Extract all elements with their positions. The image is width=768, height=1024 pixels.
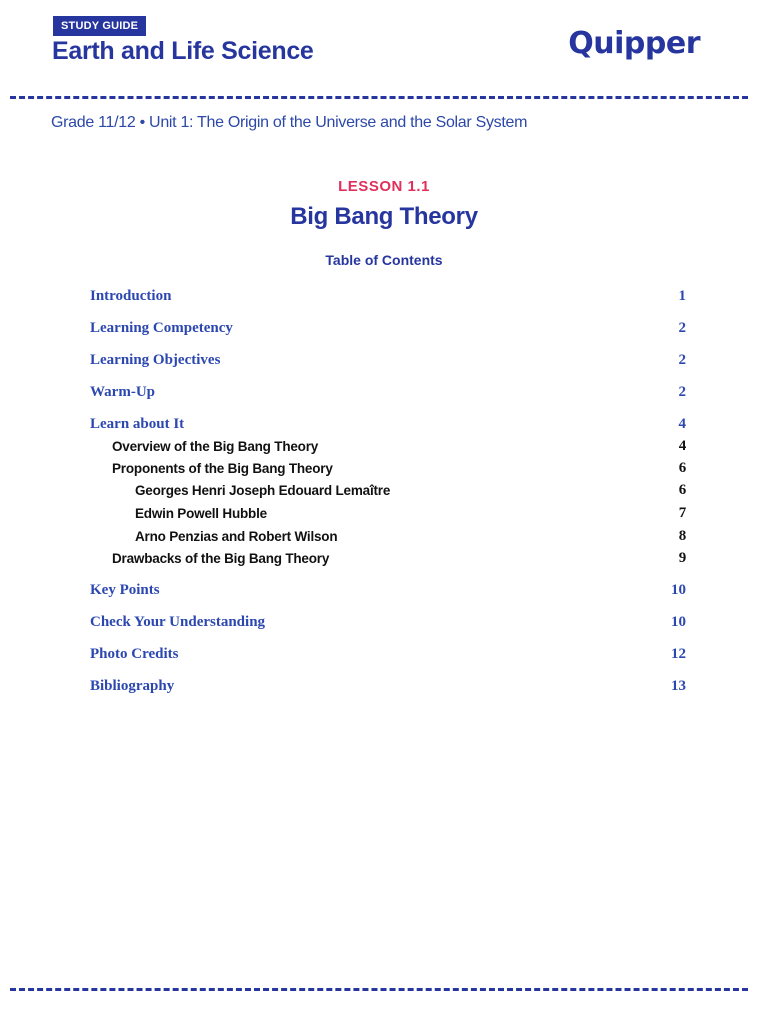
toc-entry-page: 12 — [671, 645, 686, 662]
toc-entry-page: 2 — [678, 319, 686, 336]
toc-entry-title: Georges Henri Joseph Edouard Lemaître — [135, 482, 391, 498]
toc-entry-page: 1 — [678, 287, 686, 304]
toc-entry-key-points[interactable] — [90, 580, 686, 600]
toc-entry-warm-up[interactable] — [90, 382, 686, 402]
unit-subtitle: Grade 11/12 • Unit 1: The Origin of the Universe and the Solar System — [51, 114, 528, 131]
toc-entry-page: 7 — [678, 504, 686, 521]
toc-entry-learn-about-it[interactable] — [90, 414, 686, 434]
toc-entry-lemaitre[interactable] — [90, 480, 686, 500]
subject-title: Earth and Life Science — [52, 37, 314, 65]
toc-entry-title: Arno Penzias and Robert Wilson — [135, 528, 338, 544]
toc-entry-page: 4 — [678, 415, 686, 432]
toc-heading: Table of Contents — [325, 252, 443, 268]
toc-entry-proponents[interactable] — [90, 458, 686, 478]
toc-entry-title: Bibliography — [90, 677, 175, 694]
toc-entry-introduction[interactable] — [90, 286, 686, 306]
toc-entry-page: 6 — [678, 459, 686, 476]
toc-entry-bibliography[interactable] — [90, 676, 686, 696]
bottom-divider — [10, 988, 748, 991]
toc-entry-drawbacks[interactable] — [90, 548, 686, 568]
toc-entry-learning-objectives[interactable] — [90, 350, 686, 370]
toc-entry-title: Proponents of the Big Bang Theory — [112, 460, 333, 476]
toc-entry-title: Key Points — [90, 581, 160, 598]
study-guide-badge: STUDY GUIDE — [53, 16, 146, 36]
toc-entry-page: 8 — [678, 527, 686, 544]
toc-entry-title: Overview of the Big Bang Theory — [112, 438, 319, 454]
toc-entry-title: Learn about It — [90, 415, 185, 432]
toc-entry-photo-credits[interactable] — [90, 644, 686, 664]
lesson-title: Big Bang Theory — [290, 203, 478, 230]
toc-entry-penzias-wilson[interactable] — [90, 526, 686, 546]
toc-entry-page: 2 — [678, 351, 686, 368]
toc-entry-title: Learning Objectives — [90, 351, 221, 368]
toc-entry-page: 6 — [678, 481, 686, 498]
lesson-label: LESSON 1.1 — [338, 178, 430, 195]
toc-entry-overview[interactable] — [90, 436, 686, 456]
toc-entry-page: 2 — [678, 383, 686, 400]
toc-entry-check-understanding[interactable] — [90, 612, 686, 632]
toc-entry-title: Photo Credits — [90, 645, 179, 662]
toc-entry-title: Check Your Understanding — [90, 613, 266, 630]
toc-entry-title: Drawbacks of the Big Bang Theory — [112, 550, 330, 566]
top-divider — [10, 96, 748, 99]
toc-entry-title: Introduction — [90, 287, 172, 304]
toc-entry-page: 10 — [671, 613, 686, 630]
toc-entry-title: Learning Competency — [90, 319, 233, 336]
toc-entry-title: Warm-Up — [90, 383, 155, 400]
toc-entry-page: 9 — [678, 549, 686, 566]
toc-entry-page: 4 — [678, 437, 686, 454]
toc-entry-title: Edwin Powell Hubble — [135, 505, 267, 521]
toc-entry-page: 13 — [671, 677, 686, 694]
quipper-logo: Quipper — [568, 26, 700, 61]
toc-entry-page: 10 — [671, 581, 686, 598]
toc-entry-hubble[interactable] — [90, 503, 686, 523]
toc-entry-learning-competency[interactable] — [90, 318, 686, 338]
